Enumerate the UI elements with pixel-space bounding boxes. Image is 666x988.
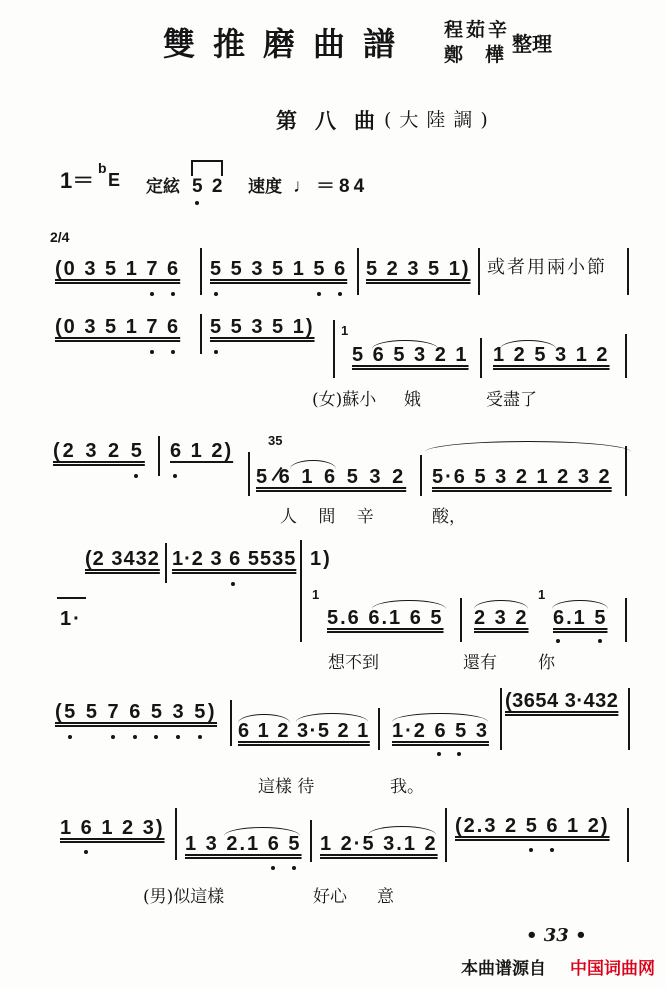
time-signature: 2/4: [50, 229, 70, 245]
tempo-value: ♩＝84: [293, 176, 369, 197]
measure: (2.3 2 5 6 1 2): [455, 815, 610, 837]
grace-note: 35: [268, 433, 283, 448]
lyric: 娥: [404, 390, 421, 410]
octave-dot: [556, 639, 560, 643]
slur: [290, 460, 336, 469]
barline: [627, 808, 629, 862]
lyric: 意: [377, 887, 394, 907]
barline: [500, 688, 502, 750]
barline: [175, 808, 177, 860]
source-site: 中国词曲网: [570, 959, 655, 979]
octave-dot: [111, 735, 115, 739]
barline: [480, 338, 482, 378]
barline: [445, 808, 447, 862]
key-accidental: b: [98, 160, 107, 176]
barline: [625, 446, 627, 496]
slur: [425, 441, 631, 452]
octave-dot: [598, 639, 602, 643]
lyric: (男)似這樣: [143, 887, 225, 907]
barline: [310, 820, 312, 862]
octave-dot: [271, 866, 275, 870]
tempo-label: 速度: [248, 177, 282, 197]
octave-dot: [133, 735, 137, 739]
measure: 5.6 6.1 6 5: [327, 607, 444, 629]
grace-note: 1: [538, 587, 546, 602]
octave-dot: [338, 292, 342, 296]
alternative-remark: 或者用兩小節: [487, 257, 607, 278]
measure: 1 6 1 2 3): [60, 817, 165, 839]
slur: [224, 827, 300, 836]
slur: [372, 340, 438, 349]
measure: 5 6 1 6 5 3 2: [256, 466, 407, 488]
tune-name: (大陸調): [384, 109, 496, 131]
octave-dot: [437, 752, 441, 756]
measure: 6.1 5: [553, 607, 608, 629]
lyric: 人 間 辛: [280, 507, 382, 527]
measure: 1): [310, 548, 332, 570]
barline: [627, 248, 629, 295]
slur: [368, 826, 436, 835]
octave-dot: [150, 292, 154, 296]
barline: [300, 540, 302, 642]
tuning-label: 定絃: [146, 177, 180, 197]
measure: 5 5 3 5 1): [210, 316, 315, 338]
slur: [238, 714, 290, 723]
measure: (0 3 5 1 7 6: [55, 258, 181, 280]
lyric: 想不到: [328, 653, 379, 673]
barline: [200, 248, 202, 295]
barline: [357, 248, 359, 295]
measure: (2 3 2 5: [53, 440, 145, 462]
held-note: 1·: [60, 608, 82, 630]
page-number: • 33 •: [526, 925, 587, 946]
octave-dot: [134, 474, 138, 478]
lyric: 這樣 待: [258, 777, 315, 797]
measure: 5·6 5 3 2 1 2 3 2: [432, 466, 612, 488]
octave-dot: [317, 292, 321, 296]
piece-number: 第八曲: [276, 108, 393, 133]
octave-dot: [231, 582, 235, 586]
barline: [158, 436, 160, 476]
barline: [230, 700, 232, 746]
lyric: 還有: [463, 653, 497, 673]
grace-note: 1: [341, 323, 349, 338]
measure: 1 2 5 3 1 2: [493, 344, 610, 366]
measure: 5 2 3 5 1): [366, 258, 471, 280]
octave-dot: [550, 848, 554, 852]
slur: [500, 340, 556, 349]
measure: (0 3 5 1 7 6: [55, 316, 181, 338]
barline: [625, 334, 627, 378]
source-label: 本曲谱源自: [461, 959, 546, 979]
lyric: 受盡了: [486, 390, 537, 410]
slur: [552, 600, 608, 609]
measure: 1·2 3 6 5535: [172, 548, 297, 570]
measure: 5 6 5 3 2 1: [352, 344, 469, 366]
barline: [478, 248, 480, 295]
barline: [165, 543, 167, 583]
tuning-bracket: [191, 160, 223, 176]
tie-line: [57, 597, 86, 599]
barline: [460, 598, 462, 642]
lyric: 我。: [390, 777, 424, 797]
octave-dot: [214, 292, 218, 296]
measure: (5 5 7 6 5 3 5): [55, 701, 218, 723]
arranger-name-1: 程茹辛: [444, 19, 511, 41]
key-tonic: 1＝: [60, 168, 95, 193]
measure: (2 3432: [85, 548, 160, 570]
measure: 5 5 3 5 1 5 6: [210, 258, 348, 280]
barline: [333, 320, 335, 378]
octave-dot: [529, 848, 533, 852]
measure: 1 3 2.1 6 5: [185, 833, 302, 855]
measure: (3654 3·432: [505, 690, 619, 712]
measure: 1 2·5 3.1 2: [320, 833, 438, 855]
octave-dot: [195, 201, 199, 205]
barline: [420, 455, 422, 496]
key-note: E: [108, 170, 121, 190]
barline: [248, 452, 250, 496]
score-title: 雙推磨曲譜: [163, 25, 414, 63]
grace-note: 1: [312, 587, 320, 602]
slur: [296, 713, 368, 722]
octave-dot: [173, 474, 177, 478]
octave-dot: [154, 735, 158, 739]
barline: [378, 708, 380, 750]
barline: [628, 688, 630, 750]
lyric: 好心: [313, 887, 347, 907]
octave-dot: [176, 735, 180, 739]
lyric: (女)蘇小: [312, 390, 377, 410]
slur: [372, 600, 446, 609]
octave-dot: [457, 752, 461, 756]
measure: 6 1 2): [170, 440, 234, 462]
octave-dot: [68, 735, 72, 739]
measure: 2 3 2: [474, 607, 529, 629]
lyric: 你: [538, 653, 555, 673]
slur: [392, 713, 488, 722]
octave-dot: [150, 350, 154, 354]
octave-dot: [84, 850, 88, 854]
arranger-role: 整理: [512, 32, 552, 56]
octave-dot: [292, 866, 296, 870]
slur: [474, 600, 528, 609]
measure: 6 1 2 3·5 2 1: [238, 720, 370, 742]
barline: [200, 314, 202, 354]
octave-dot: [214, 350, 218, 354]
arranger-name-2: 鄭樺: [444, 44, 527, 66]
octave-dot: [171, 292, 175, 296]
lyric: 酸，: [432, 507, 466, 527]
octave-dot: [198, 735, 202, 739]
octave-dot: [171, 350, 175, 354]
measure: 1·2 6 5 3: [392, 720, 489, 742]
tuning-notes: 5 2: [192, 176, 225, 197]
barline: [625, 598, 627, 642]
